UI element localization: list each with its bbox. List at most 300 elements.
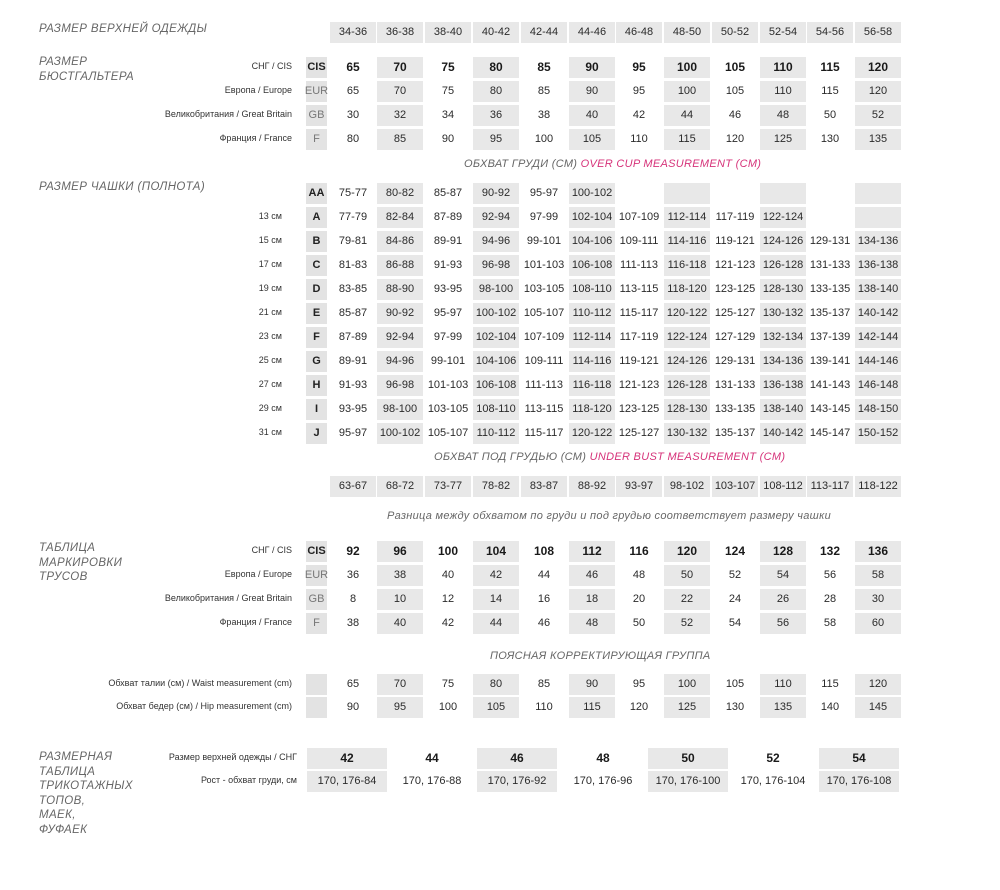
cup-range-cell: 117-119 xyxy=(715,211,755,223)
cup-range-cell: 87-89 xyxy=(433,211,463,223)
cup-range-cell: 105-107 xyxy=(427,427,469,439)
shapewear-cell: 100 xyxy=(664,674,710,695)
cup-range-cell: 106-108 xyxy=(569,255,615,276)
cup-range-cell: 107-109 xyxy=(618,211,660,223)
briefs-size-cell: 58 xyxy=(855,565,901,586)
shapewear-cell: 85 xyxy=(537,678,551,690)
briefs-size-cell: 20 xyxy=(632,593,646,605)
bra-row-code: F xyxy=(306,129,327,150)
bra-size-cell: 65 xyxy=(346,85,360,97)
cup-range-cell: 112-114 xyxy=(664,207,710,228)
knit-size-cell: 170, 176-92 xyxy=(477,771,557,792)
knit-size-cell: 54 xyxy=(819,748,899,769)
briefs-size-cell: 128 xyxy=(760,541,806,562)
bra-size-cell: 80 xyxy=(473,81,519,102)
cup-letter: AA xyxy=(306,183,327,204)
knit-row-label: Размер верхней одежды / СНГ xyxy=(168,752,297,762)
cup-range-cell: 79-81 xyxy=(338,235,368,247)
shapewear-code-blank xyxy=(306,674,327,695)
bra-size-cell: 36 xyxy=(473,105,519,126)
knit-size-cell: 44 xyxy=(425,751,439,765)
briefs-size-cell: 18 xyxy=(569,589,615,610)
bra-size-cell: 30 xyxy=(346,109,360,121)
bra-size-cell: 38 xyxy=(537,109,551,121)
cup-difference-label: 17 см xyxy=(258,259,282,269)
shapewear-cell: 130 xyxy=(725,701,745,713)
under-bust-cell: 113-117 xyxy=(807,476,853,497)
knit-size-cell: 170, 176-84 xyxy=(307,771,387,792)
bra-size-cell: 90 xyxy=(441,133,455,145)
cup-size-title: РАЗМЕР ЧАШКИ (ПОЛНОТА) xyxy=(39,181,206,193)
bra-size-cell: 90 xyxy=(569,81,615,102)
shapewear-cell: 140 xyxy=(820,701,840,713)
cup-difference-note: Разница между обхватом по груди и под грудью соответствует размеру чашки xyxy=(387,510,832,522)
briefs-size-cell: 54 xyxy=(728,617,742,629)
cup-range-cell: 124-126 xyxy=(664,351,710,372)
under-bust-cell: 63-67 xyxy=(330,476,376,497)
shapewear-cell: 90 xyxy=(346,701,360,713)
bra-size-title: РАЗМЕР БЮСТГАЛЬТЕРА xyxy=(39,56,135,83)
bra-size-cell: 52 xyxy=(855,105,901,126)
cup-range-cell: 146-148 xyxy=(855,375,901,396)
bra-size-cell: 65 xyxy=(346,60,360,74)
bra-row-code: CIS xyxy=(306,57,327,78)
cup-range-cell: 83-85 xyxy=(338,283,368,295)
briefs-row-code: EUR xyxy=(306,565,327,586)
outerwear-size-cell: 56-58 xyxy=(855,22,901,43)
briefs-size-cell: 112 xyxy=(569,541,615,562)
briefs-size-cell: 40 xyxy=(441,569,455,581)
knit-size-cell: 52 xyxy=(766,751,780,765)
cup-range-cell: 95-97 xyxy=(529,187,559,199)
cup-range-cell: 100-102 xyxy=(473,303,519,324)
cup-range-cell: 93-95 xyxy=(338,403,368,415)
cup-range-cell: 115-117 xyxy=(524,427,564,439)
briefs-size-cell: 36 xyxy=(346,569,360,581)
bra-size-cell: 85 xyxy=(377,129,423,150)
cup-range-cell: 113-115 xyxy=(524,403,564,415)
briefs-size-cell: 24 xyxy=(728,593,742,605)
cup-range-cell: 119-121 xyxy=(715,235,755,247)
briefs-size-cell: 30 xyxy=(855,589,901,610)
cup-range-cell: 108-110 xyxy=(473,399,519,420)
under-bust-cell: 93-97 xyxy=(616,476,662,497)
cup-range-cell: 136-138 xyxy=(855,255,901,276)
cup-range-cell: 136-138 xyxy=(760,375,806,396)
cup-range-cell: 107-109 xyxy=(523,331,565,343)
bra-size-cell: 110 xyxy=(760,81,806,102)
cup-range-cell: 134-136 xyxy=(855,231,901,252)
cup-range-cell: 114-116 xyxy=(569,351,615,372)
bra-size-cell: 115 xyxy=(820,60,840,74)
cup-range-cell: 101-103 xyxy=(427,379,469,391)
cup-range-cell: 77-79 xyxy=(338,211,368,223)
cup-range-cell: 140-142 xyxy=(855,303,901,324)
cup-range-cell: 122-124 xyxy=(664,327,710,348)
outerwear-size-cell: 48-50 xyxy=(664,22,710,43)
shapewear-cell: 135 xyxy=(760,697,806,718)
cup-range-cell: 90-92 xyxy=(473,183,519,204)
outerwear-size-cell: 34-36 xyxy=(330,22,376,43)
cup-range-cell: 123-125 xyxy=(714,283,756,295)
cup-range-cell: 142-144 xyxy=(855,327,901,348)
bra-size-cell: 85 xyxy=(537,85,551,97)
cup-range-cell: 111-113 xyxy=(620,259,658,271)
bra-size-cell: 85 xyxy=(537,60,551,74)
cup-range-cell xyxy=(664,183,710,204)
briefs-size-cell: 22 xyxy=(664,589,710,610)
bra-size-cell: 70 xyxy=(377,57,423,78)
bra-size-cell: 120 xyxy=(725,133,745,145)
briefs-size-cell: 42 xyxy=(473,565,519,586)
cup-range-cell: 85-87 xyxy=(433,187,463,199)
cup-range-cell: 86-88 xyxy=(377,255,423,276)
cup-range-cell: 141-143 xyxy=(809,379,851,391)
briefs-size-cell: 46 xyxy=(537,617,551,629)
bra-size-cell: 110 xyxy=(630,133,648,145)
cup-range-cell: 85-87 xyxy=(338,307,368,319)
cup-range-cell: 145-147 xyxy=(809,427,851,439)
briefs-size-cell: 100 xyxy=(437,544,459,558)
cup-range-cell: 99-101 xyxy=(526,235,562,247)
cup-range-cell: 115-117 xyxy=(619,307,659,319)
bra-size-cell: 34 xyxy=(441,109,455,121)
briefs-size-cell: 50 xyxy=(632,617,646,629)
cup-range-cell: 135-137 xyxy=(714,427,756,439)
cup-range-cell: 137-139 xyxy=(809,331,851,343)
briefs-size-cell: 48 xyxy=(569,613,615,634)
cup-range-cell: 116-118 xyxy=(569,375,615,396)
bra-size-cell: 48 xyxy=(760,105,806,126)
cup-letter: H xyxy=(306,375,327,396)
knit-size-cell: 170, 176-108 xyxy=(819,771,899,792)
cup-range-cell: 128-130 xyxy=(664,399,710,420)
cup-range-cell: 121-123 xyxy=(714,259,756,271)
cup-range-cell: 120-122 xyxy=(569,423,615,444)
cup-range-cell: 144-146 xyxy=(855,351,901,372)
shapewear-code-blank xyxy=(306,697,327,718)
cup-difference-label: 15 см xyxy=(258,235,282,245)
cup-range-cell: 127-129 xyxy=(714,331,756,343)
cup-range-cell xyxy=(855,207,901,228)
bra-row-label: СНГ / CIS xyxy=(251,61,292,71)
cup-range-cell: 82-84 xyxy=(377,207,423,228)
bra-size-cell: 46 xyxy=(728,109,742,121)
cup-range-cell: 89-91 xyxy=(338,355,368,367)
briefs-size-cell: 42 xyxy=(441,617,455,629)
cup-range-cell: 81-83 xyxy=(338,259,368,271)
cup-letter: A xyxy=(306,207,327,228)
cup-range-cell: 135-137 xyxy=(809,307,851,319)
bra-size-cell: 110 xyxy=(760,57,806,78)
outerwear-size-cell: 52-54 xyxy=(760,22,806,43)
briefs-size-cell: 8 xyxy=(349,593,357,605)
bra-row-label: Великобритания / Great Britain xyxy=(164,109,292,119)
bra-size-cell: 90 xyxy=(569,57,615,78)
cup-range-cell: 98-100 xyxy=(473,279,519,300)
briefs-size-cell: 10 xyxy=(377,589,423,610)
knit-size-cell: 42 xyxy=(307,748,387,769)
bra-size-cell: 100 xyxy=(664,57,710,78)
bra-size-cell: 120 xyxy=(855,57,901,78)
knit-size-cell: 170, 176-88 xyxy=(402,775,462,787)
under-bust-caption: ОБХВАТ ПОД ГРУДЬЮ (СМ) UNDER BUST MEASUREMENT (CM) xyxy=(434,451,786,463)
cup-range-cell: 116-118 xyxy=(664,255,710,276)
cup-range-cell: 110-112 xyxy=(569,303,615,324)
cup-range-cell: 87-89 xyxy=(338,331,368,343)
cup-range-cell: 100-102 xyxy=(569,183,615,204)
bra-size-cell: 95 xyxy=(632,60,646,74)
bra-size-cell: 42 xyxy=(632,109,646,121)
cup-range-cell xyxy=(855,183,901,204)
cup-range-cell: 117-119 xyxy=(619,331,659,343)
cup-range-cell: 130-132 xyxy=(664,423,710,444)
cup-range-cell xyxy=(760,183,806,204)
briefs-size-cell: 12 xyxy=(441,593,455,605)
briefs-size-cell: 44 xyxy=(473,613,519,634)
cup-range-cell: 124-126 xyxy=(760,231,806,252)
cup-range-cell: 92-94 xyxy=(377,327,423,348)
bra-size-cell: 50 xyxy=(823,109,837,121)
cup-range-cell: 95-97 xyxy=(338,427,368,439)
cup-range-cell: 118-120 xyxy=(569,399,615,420)
cup-range-cell: 93-95 xyxy=(433,283,463,295)
bra-size-cell: 75 xyxy=(441,85,455,97)
bra-size-cell: 95 xyxy=(632,85,646,97)
bra-size-cell: 32 xyxy=(377,105,423,126)
cup-range-cell: 121-123 xyxy=(618,379,660,391)
cup-range-cell xyxy=(616,183,662,204)
briefs-title: ТАБЛИЦА МАРКИРОВКИ ТРУСОВ xyxy=(39,542,123,583)
bra-size-cell: 40 xyxy=(569,105,615,126)
bra-row-code: GB xyxy=(306,105,327,126)
cup-range-cell xyxy=(712,183,758,204)
under-bust-cell: 118-122 xyxy=(855,476,901,497)
cup-range-cell: 143-145 xyxy=(809,403,851,415)
cup-range-cell: 102-104 xyxy=(473,327,519,348)
cup-range-cell: 94-96 xyxy=(473,231,519,252)
knit-size-cell: 48 xyxy=(596,751,610,765)
cup-range-cell: 123-125 xyxy=(618,403,660,415)
briefs-size-cell: 132 xyxy=(819,544,841,558)
cup-difference-label: 29 см xyxy=(258,403,282,413)
cup-difference-label: 13 см xyxy=(258,211,282,221)
cup-range-cell: 130-132 xyxy=(760,303,806,324)
shapewear-cell: 120 xyxy=(855,674,901,695)
shapewear-cell: 95 xyxy=(377,697,423,718)
cup-difference-label: 31 см xyxy=(258,427,282,437)
cup-range-cell: 134-136 xyxy=(760,351,806,372)
outerwear-size-cell: 36-38 xyxy=(377,22,423,43)
outerwear-size-cell: 46-48 xyxy=(616,22,662,43)
under-bust-cell: 88-92 xyxy=(569,476,615,497)
bra-size-cell: 80 xyxy=(473,57,519,78)
briefs-size-cell: 92 xyxy=(346,544,360,558)
under-bust-cell: 108-112 xyxy=(760,476,806,497)
briefs-size-cell: 26 xyxy=(760,589,806,610)
briefs-size-cell: 14 xyxy=(473,589,519,610)
bra-size-cell: 100 xyxy=(534,133,554,145)
cup-range-cell: 96-98 xyxy=(473,255,519,276)
cup-range-cell: 129-131 xyxy=(714,355,756,367)
cup-letter: C xyxy=(306,255,327,276)
cup-range-cell: 100-102 xyxy=(377,423,423,444)
cup-letter: I xyxy=(306,399,327,420)
cup-range-cell: 113-115 xyxy=(619,283,659,295)
cup-letter: G xyxy=(306,351,327,372)
briefs-size-cell: 38 xyxy=(346,617,360,629)
bra-size-cell: 75 xyxy=(441,60,455,74)
cup-letter: F xyxy=(306,327,327,348)
bra-size-cell: 70 xyxy=(377,81,423,102)
cup-letter: J xyxy=(306,423,327,444)
cup-range-cell: 108-110 xyxy=(569,279,615,300)
cup-range-cell: 101-103 xyxy=(523,259,565,271)
bra-size-cell: 115 xyxy=(664,129,710,150)
briefs-size-cell: 44 xyxy=(537,569,551,581)
over-cup-caption: ОБХВАТ ГРУДИ (СМ) OVER CUP MEASUREMENT (CM) xyxy=(464,158,762,170)
shapewear-cell: 105 xyxy=(725,678,745,690)
briefs-size-cell: 124 xyxy=(724,544,746,558)
briefs-size-cell: 52 xyxy=(728,569,742,581)
bra-size-cell: 125 xyxy=(760,129,806,150)
under-bust-cell: 98-102 xyxy=(664,476,710,497)
cup-range-cell: 97-99 xyxy=(529,211,559,223)
cup-range-cell: 75-77 xyxy=(338,187,368,199)
cup-range-cell: 92-94 xyxy=(473,207,519,228)
outerwear-size-cell: 50-52 xyxy=(712,22,758,43)
cup-range-cell: 99-101 xyxy=(430,355,466,367)
knit-title: РАЗМЕРНАЯ ТАБЛИЦА ТРИКОТАЖНЫХ ТОПОВ, МАЕК, ФУФАЕК xyxy=(39,751,133,836)
shapewear-cell: 75 xyxy=(441,678,455,690)
briefs-size-cell: 116 xyxy=(629,544,649,558)
briefs-size-cell: 96 xyxy=(377,541,423,562)
cup-difference-label: 19 см xyxy=(258,283,282,293)
cup-range-cell: 104-106 xyxy=(473,351,519,372)
shapewear-cell: 125 xyxy=(664,697,710,718)
cup-range-cell: 102-104 xyxy=(569,207,615,228)
shapewear-cell: 95 xyxy=(632,678,646,690)
briefs-size-cell: 120 xyxy=(664,541,710,562)
cup-range-cell: 105-107 xyxy=(523,307,565,319)
briefs-size-cell: 28 xyxy=(823,593,837,605)
cup-range-cell: 139-141 xyxy=(809,355,851,367)
cup-range-cell: 91-93 xyxy=(433,259,463,271)
knit-size-cell: 170, 176-104 xyxy=(740,775,806,787)
briefs-row-code: CIS xyxy=(306,541,327,562)
cup-range-cell: 109-111 xyxy=(524,355,564,367)
shapewear-cell: 145 xyxy=(855,697,901,718)
cup-range-cell: 106-108 xyxy=(473,375,519,396)
cup-range-cell: 95-97 xyxy=(433,307,463,319)
briefs-size-cell: 104 xyxy=(473,541,519,562)
bra-size-cell: 135 xyxy=(855,129,901,150)
shapewear-cell: 110 xyxy=(760,674,806,695)
under-bust-cell: 78-82 xyxy=(473,476,519,497)
cup-range-cell: 126-128 xyxy=(760,255,806,276)
bra-size-cell: 115 xyxy=(821,85,839,97)
cup-range-cell: 125-127 xyxy=(714,307,756,319)
bra-size-cell: 120 xyxy=(855,81,901,102)
knit-size-cell: 50 xyxy=(648,748,728,769)
shapewear-cell: 70 xyxy=(377,674,423,695)
cup-difference-label: 23 см xyxy=(258,331,282,341)
briefs-size-cell: 56 xyxy=(823,569,837,581)
cup-range-cell: 88-90 xyxy=(377,279,423,300)
bra-size-cell: 105 xyxy=(724,60,746,74)
cup-range-cell: 133-135 xyxy=(714,403,756,415)
outerwear-size-cell: 42-44 xyxy=(521,22,567,43)
briefs-row-label: Великобритания / Great Britain xyxy=(164,593,292,603)
cup-range-cell: 80-82 xyxy=(377,183,423,204)
cup-difference-label: 27 см xyxy=(258,379,282,389)
cup-range-cell: 122-124 xyxy=(760,207,806,228)
shapewear-cell: 90 xyxy=(569,674,615,695)
cup-range-cell: 109-111 xyxy=(619,235,659,247)
shapewear-cell: 100 xyxy=(438,701,458,713)
cup-difference-label: 21 см xyxy=(258,307,282,317)
cup-range-cell: 150-152 xyxy=(855,423,901,444)
outerwear-size-title: РАЗМЕР ВЕРХНЕЙ ОДЕЖДЫ xyxy=(39,23,208,35)
cup-range-cell: 138-140 xyxy=(760,399,806,420)
shapewear-row-label: Обхват талии (см) / Waist measurement (cm) xyxy=(108,678,292,688)
cup-range-cell: 103-105 xyxy=(427,403,469,415)
cup-range-cell: 110-112 xyxy=(473,423,519,444)
bra-size-cell: 44 xyxy=(664,105,710,126)
cup-letter: D xyxy=(306,279,327,300)
under-bust-cell: 83-87 xyxy=(521,476,567,497)
briefs-row-code: GB xyxy=(306,589,327,610)
cup-range-cell: 128-130 xyxy=(760,279,806,300)
briefs-size-cell: 50 xyxy=(664,565,710,586)
outerwear-size-cell: 44-46 xyxy=(569,22,615,43)
briefs-row-code: F xyxy=(306,613,327,634)
cup-range-cell: 126-128 xyxy=(664,375,710,396)
briefs-size-cell: 16 xyxy=(537,593,551,605)
briefs-row-label: СНГ / CIS xyxy=(251,545,292,555)
bra-size-cell: 100 xyxy=(664,81,710,102)
knit-size-cell: 170, 176-96 xyxy=(573,775,633,787)
cup-letter: E xyxy=(306,303,327,324)
bra-size-cell: 95 xyxy=(473,129,519,150)
briefs-row-label: Франция / France xyxy=(219,617,292,627)
cup-range-cell: 131-133 xyxy=(809,259,851,271)
cup-letter: B xyxy=(306,231,327,252)
bra-size-cell: 130 xyxy=(820,133,840,145)
cup-range-cell: 138-140 xyxy=(855,279,901,300)
briefs-row-label: Европа / Europe xyxy=(224,569,292,579)
cup-range-cell: 94-96 xyxy=(377,351,423,372)
cup-range-cell: 133-135 xyxy=(809,283,851,295)
bra-size-cell: 105 xyxy=(725,85,745,97)
outerwear-size-cell: 38-40 xyxy=(425,22,471,43)
cup-range-cell xyxy=(807,207,853,228)
briefs-size-cell: 60 xyxy=(855,613,901,634)
shapewear-cell: 105 xyxy=(473,697,519,718)
cup-range-cell: 98-100 xyxy=(377,399,423,420)
briefs-size-cell: 46 xyxy=(569,565,615,586)
cup-range-cell: 97-99 xyxy=(433,331,463,343)
knit-row-label: Рост - обхват груди, см xyxy=(200,775,297,785)
cup-range-cell: 104-106 xyxy=(569,231,615,252)
under-bust-cell: 68-72 xyxy=(377,476,423,497)
bra-row-label: Европа / Europe xyxy=(224,85,292,95)
cup-range-cell: 84-86 xyxy=(377,231,423,252)
under-bust-cell: 103-107 xyxy=(712,476,758,497)
cup-range-cell: 132-134 xyxy=(760,327,806,348)
bra-row-code: EUR xyxy=(306,81,327,102)
briefs-size-cell: 38 xyxy=(377,565,423,586)
